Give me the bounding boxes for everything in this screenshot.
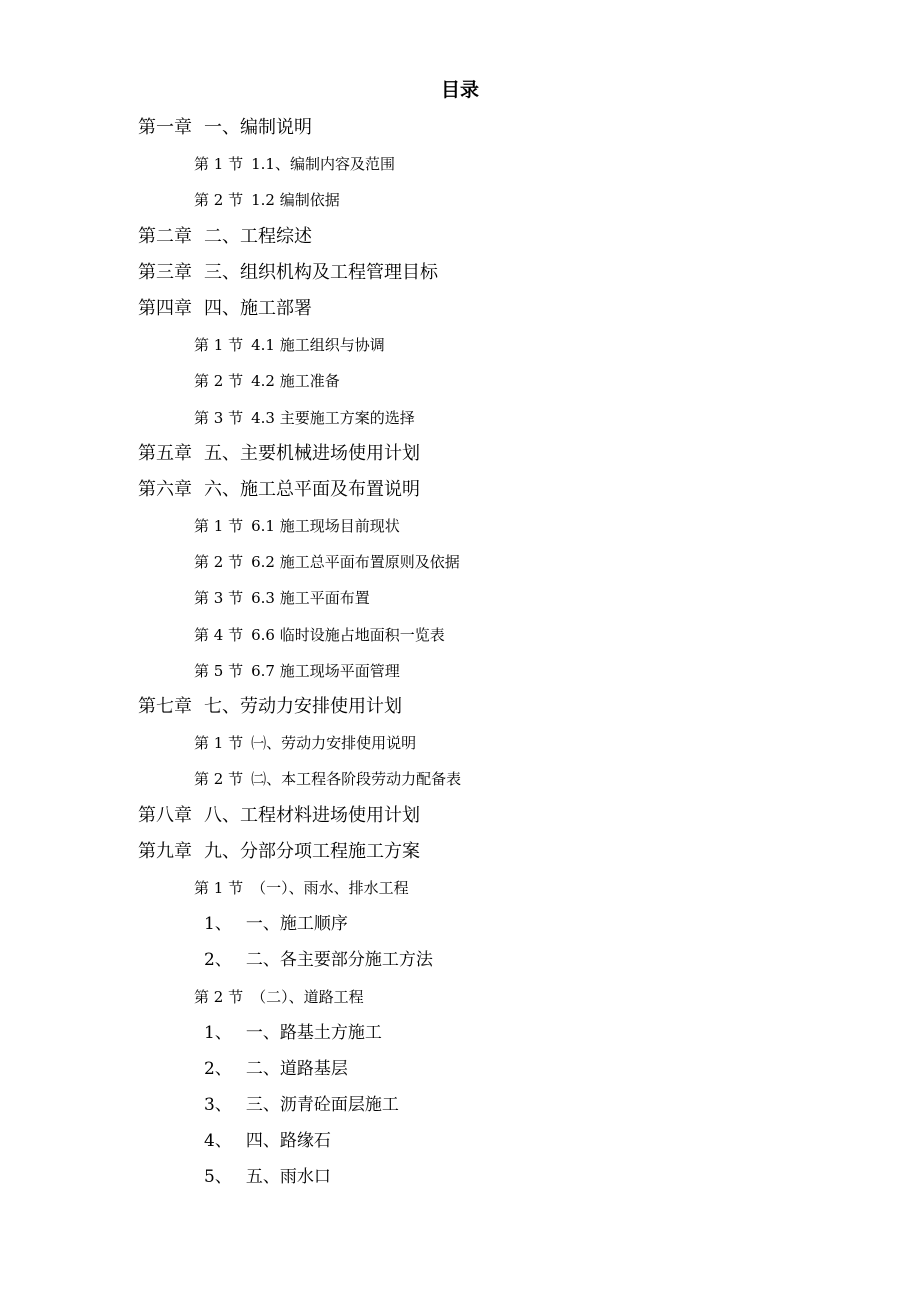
- toc-entry-text: 6.1 施工现场目前现状: [251, 517, 400, 536]
- toc-entry-text: 6.7 施工现场平面管理: [251, 661, 400, 680]
- toc-entry-text: 1.1、编制内容及范围: [251, 155, 395, 174]
- toc-entry-text: 4.3 主要施工方案的选择: [251, 408, 415, 427]
- toc-entry-prefix: 1、: [204, 914, 232, 935]
- toc-entry-prefix: 第六章: [138, 478, 192, 500]
- toc-entry-prefix: 第八章: [138, 804, 192, 826]
- toc-entry-prefix: 2、: [204, 1058, 232, 1079]
- toc-entry-prefix: 第 1 节: [194, 734, 244, 753]
- toc-entry-prefix: 第 3 节: [194, 408, 244, 427]
- toc-entry-prefix: 第五章: [138, 442, 192, 464]
- toc-entry-text: ㈡、本工程各阶段劳动力配备表: [251, 770, 462, 789]
- toc-entry-text: （一）、雨水、排水工程: [251, 878, 409, 897]
- toc-chapter[interactable]: [0, 291, 920, 327]
- toc-entry-prefix: 第一章: [138, 117, 192, 138]
- toc-entry-prefix: 2、: [204, 950, 232, 971]
- toc-section[interactable]: [0, 508, 920, 544]
- toc-title: 目录: [440, 79, 479, 101]
- toc-chapter[interactable]: [0, 689, 920, 725]
- toc-entry-prefix: 第 2 节: [194, 987, 244, 1006]
- toc-entry-prefix: 第 4 节: [194, 625, 244, 644]
- toc-chapter[interactable]: [0, 110, 920, 146]
- toc-entry-text: 6.6 临时设施占地面积一览表: [251, 625, 445, 644]
- toc-entry-text: 4.1 施工组织与协调: [251, 336, 385, 355]
- toc-subsection[interactable]: [0, 906, 920, 942]
- toc-section[interactable]: [0, 327, 920, 363]
- toc-entry-text: 一、施工顺序: [245, 914, 348, 935]
- toc-chapter[interactable]: [0, 219, 920, 255]
- toc-section[interactable]: [0, 400, 920, 436]
- toc-entry-prefix: 第 3 节: [194, 589, 244, 608]
- toc-chapter[interactable]: [0, 798, 920, 834]
- toc-subsection[interactable]: [0, 1015, 920, 1051]
- toc-subsection[interactable]: [0, 1087, 920, 1123]
- toc-subsection[interactable]: [0, 1051, 920, 1087]
- toc-chapter[interactable]: [0, 472, 920, 508]
- toc-subsection[interactable]: [0, 1159, 920, 1195]
- toc-entry-prefix: 第三章: [138, 261, 192, 283]
- toc-section[interactable]: [0, 761, 920, 797]
- toc-entry-text: 四、路缘石: [245, 1131, 331, 1152]
- toc-entry-prefix: 1、: [204, 1022, 232, 1043]
- toc-entry-text: ㈠、劳动力安排使用说明: [251, 734, 417, 753]
- toc-entry-prefix: 第 1 节: [194, 336, 244, 355]
- toc-entry-text: 6.3 施工平面布置: [251, 589, 370, 608]
- toc-subsection[interactable]: [0, 942, 920, 978]
- toc-entry-text: 五、主要机械进场使用计划: [204, 442, 420, 464]
- toc-section[interactable]: [0, 544, 920, 580]
- toc-entry-text: 五、雨水口: [245, 1167, 331, 1188]
- toc-section[interactable]: [0, 146, 920, 182]
- toc-section[interactable]: [0, 979, 920, 1015]
- toc-section[interactable]: [0, 725, 920, 761]
- toc-entry-prefix: 第四章: [138, 297, 192, 319]
- toc-entry-prefix: 第 1 节: [194, 517, 244, 536]
- toc-entry-text: 二、各主要部分施工方法: [245, 950, 433, 971]
- toc-entry-prefix: 第 1 节: [194, 878, 244, 897]
- toc-entry-text: 四、施工部署: [204, 297, 312, 319]
- toc-section[interactable]: [0, 617, 920, 653]
- toc-list: [0, 110, 920, 1196]
- toc-entry-prefix: 第 5 节: [194, 661, 244, 680]
- toc-entry-text: 一、编制说明: [204, 117, 312, 138]
- toc-entry-prefix: 3、: [204, 1095, 232, 1116]
- toc-entry-text: （二）、道路工程: [251, 987, 364, 1006]
- toc-entry-text: 1.2 编制依据: [251, 191, 340, 210]
- toc-entry-prefix: 5、: [204, 1167, 232, 1188]
- toc-entry-prefix: 第 1 节: [194, 155, 244, 174]
- toc-entry-prefix: 第七章: [138, 696, 192, 717]
- toc-entry-text: 九、分部分项工程施工方案: [204, 840, 420, 862]
- toc-entry-text: 6.2 施工总平面布置原则及依据: [251, 553, 460, 572]
- toc-chapter[interactable]: [0, 436, 920, 472]
- toc-entry-prefix: 第二章: [138, 225, 192, 247]
- toc-section[interactable]: [0, 363, 920, 399]
- toc-subsection[interactable]: [0, 1123, 920, 1159]
- toc-chapter[interactable]: [0, 834, 920, 870]
- toc-entry-text: 二、工程综述: [204, 225, 312, 247]
- toc-section[interactable]: [0, 653, 920, 689]
- toc-entry-text: 二、道路基层: [245, 1058, 348, 1079]
- toc-entry-prefix: 第 2 节: [194, 191, 244, 210]
- toc-entry-prefix: 第九章: [138, 840, 192, 862]
- toc-entry-text: 4.2 施工准备: [251, 372, 340, 391]
- toc-entry-text: 七、劳动力安排使用计划: [204, 696, 402, 717]
- toc-entry-text: 八、工程材料进场使用计划: [204, 804, 420, 826]
- toc-section[interactable]: [0, 580, 920, 616]
- toc-entry-prefix: 第 2 节: [194, 770, 244, 789]
- toc-entry-text: 一、路基土方施工: [245, 1022, 382, 1043]
- toc-section[interactable]: [0, 182, 920, 218]
- toc-entry-text: 三、组织机构及工程管理目标: [204, 261, 438, 283]
- toc-chapter[interactable]: [0, 255, 920, 291]
- toc-entry-text: 三、沥青砼面层施工: [245, 1095, 399, 1116]
- toc-entry-prefix: 第 2 节: [194, 553, 244, 572]
- toc-entry-text: 六、施工总平面及布置说明: [204, 478, 420, 500]
- toc-section[interactable]: [0, 870, 920, 906]
- toc-entry-prefix: 第 2 节: [194, 372, 244, 391]
- toc-entry-prefix: 4、: [204, 1131, 232, 1152]
